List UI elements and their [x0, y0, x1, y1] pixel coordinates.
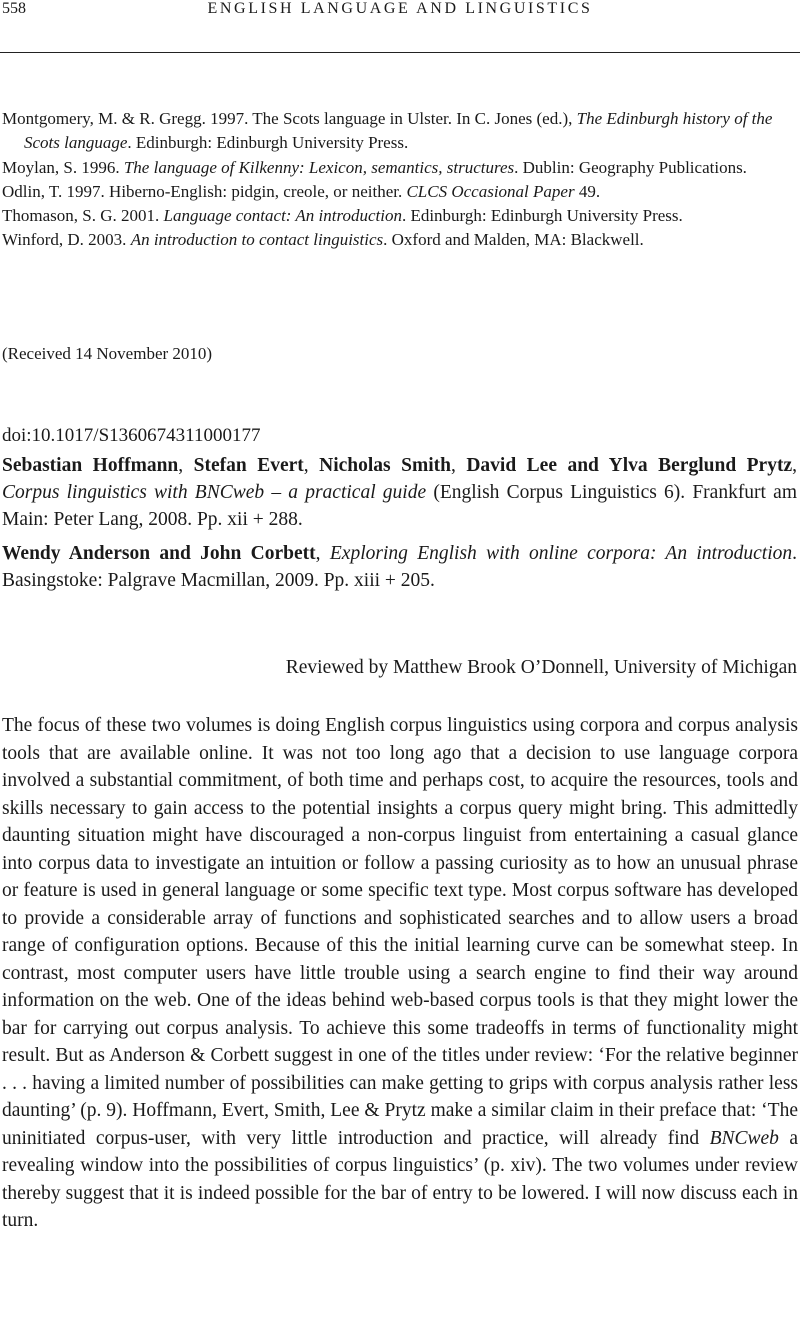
book2-title: Exploring English with online corpora: An introduction [329, 543, 793, 564]
book-entry-1: Sebastian Hoffmann, Stefan Evert, Nicholas Smith, David Lee and Ylva Berglund Prytz, Corpus linguistics with BNCweb – a practical guide (English Corpus Linguistics 6). Frankfurt am Main: Peter Lang, 2008. Pp. xii + 288. [2, 455, 797, 531]
header-rule [0, 52, 800, 53]
book1-author: David Lee and Ylva Berglund Prytz [466, 455, 793, 476]
book1-author: Stefan Evert [193, 455, 304, 476]
reference-item: Montgomery, M. & R. Gregg. 1997. The Scots language in Ulster. In C. Jones (ed.), The Edinburgh history of the Scots language. Edinburgh: Edinburgh University Press. [2, 109, 773, 153]
reference-item: Thomason, S. G. 2001. Language contact: An introduction. Edinburgh: Edinburgh University Press. [2, 206, 683, 226]
reference-item: Odlin, T. 1997. Hiberno-English: pidgin, creole, or neither. CLCS Occasional Paper 49. [2, 181, 601, 201]
running-head: ENGLISH LANGUAGE AND LINGUISTICS [207, 0, 593, 17]
doi: doi:10.1017/S1360674311000177 [2, 425, 261, 446]
body-paragraph: The focus of these two volumes is doing English corpus linguistics using corpora and corpus analysis tools that are available online. It was not too long ago that a decision to use language corpora involved a substantial commitment, of both time and perhaps cost, to acquire the resources, tools and skills necessary to gain access to the potential insights a corpus query might bring. This admittedly daunting situation might have discouraged a non-corpus linguist from entertaining a casual glance into corpus data to investigate an intuition or follow a passing curiosity as to how an unusual phrase or feature is used in general language or some specific text type. Most corpus software has developed to provide a considerable array of functions and sophisticated searches and to allow users a broad range of configuration options. Because of this the initial learning curve can be somewhat steep. In contrast, most computer users have little trouble using a search engine to find their way around information on the web. One of the ideas behind web-based corpus tools is that they might lower the bar for carrying out corpus analysis. To achieve this some tradeoffs in terms of functionality might result. But as Anderson & Corbett suggest in one of the titles under review: ‘For the relative beginner . . . having a limited number of possibilities can make getting to grips with corpus analysis rather less daunting’ (p. 9). Hoffmann, Evert, Smith, Lee & Prytz make a similar claim in their preface that: ‘The uninitiated corpus-user, with very little introduction and practice, will already find BNCweb a revealing window into the possibilities of corpus linguistics’ (p. xiv). The two volumes under review thereby suggest that it is indeed possible for the bar of entry to be lowered. I will now discuss each in turn. [2, 715, 799, 1231]
book-entry-2: Wendy Anderson and John Corbett, Exploring English with online corpora: An introduction. Basingstoke: Palgrave Macmillan, 2009. Pp. xiii + 205. [2, 543, 797, 592]
reviewer-line: Reviewed by Matthew Brook O’Donnell, University of Michigan [285, 657, 797, 678]
reference-item: Moylan, S. 1996. The language of Kilkenny: Lexicon, semantics, structures. Dublin: Geography Publications. [2, 157, 747, 177]
received-date: (Received 14 November 2010) [2, 344, 213, 363]
book1-author: Sebastian Hoffmann [2, 455, 179, 476]
page-header [0, 0, 800, 22]
book1-author: Nicholas Smith [319, 455, 451, 476]
book1-title: Corpus linguistics with BNCweb – a practical guide [2, 482, 427, 504]
reference-list [2, 107, 797, 253]
page-number: 558 [2, 0, 26, 17]
reference-item: Winford, D. 2003. An introduction to contact linguistics. Oxford and Malden, MA: Blackwell. [2, 230, 644, 250]
book1-details: (English Corpus Linguistics 6). Frankfurt am Main: Peter Lang, 2008. Pp. xii + 288. [2, 482, 797, 531]
book2-details: . Basingstoke: Palgrave Macmillan, 2009. Pp. xiii + 205. [2, 543, 797, 592]
book2-authors: Wendy Anderson and John Corbett [2, 543, 316, 564]
